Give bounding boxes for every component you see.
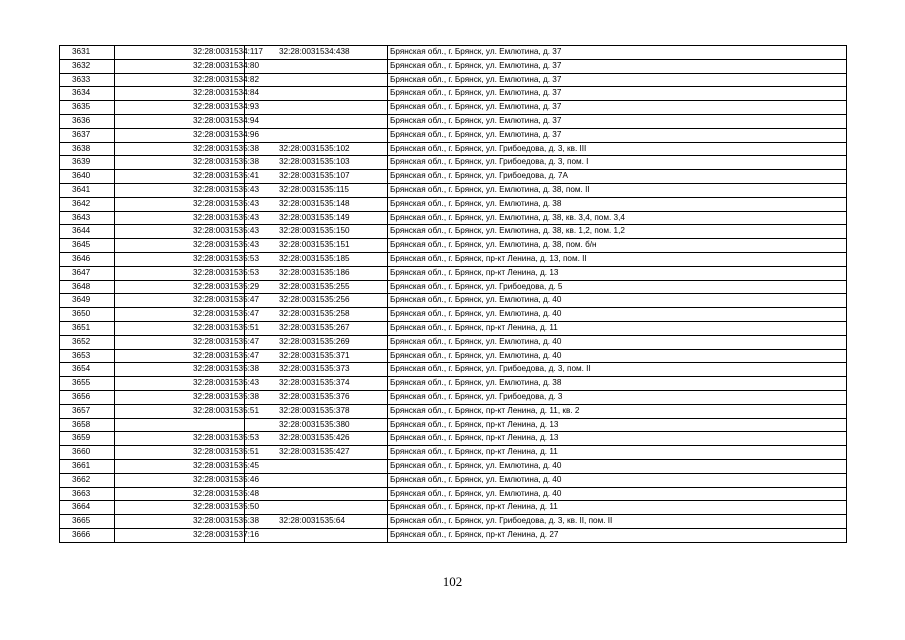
parcel-cadastral-cell: 32:28:0031535:51: [115, 321, 245, 335]
parcel-cadastral-cell: 32:28:0031537:16: [115, 528, 245, 542]
object-cadastral-cell: 32:28:0031535:148: [245, 197, 388, 211]
row-number-cell: 3657: [60, 404, 115, 418]
object-cadastral-cell: [245, 73, 388, 87]
parcel-cadastral-cell: 32:28:0031535:53: [115, 266, 245, 280]
table-row: [60, 197, 847, 211]
table-row: [60, 142, 847, 156]
parcel-cadastral-cell: 32:28:0031535:47: [115, 335, 245, 349]
table-row: [60, 459, 847, 473]
address-cell: Брянская обл., г. Брянск, ул. Грибоедова, д. 7А: [388, 170, 847, 184]
parcel-cadastral-cell: 32:28:0031535:43: [115, 239, 245, 253]
table-row: [60, 156, 847, 170]
table-row: [60, 404, 847, 418]
row-number-cell: 3637: [60, 128, 115, 142]
row-number-cell: 3639: [60, 156, 115, 170]
object-cadastral-cell: 32:28:0031535:373: [245, 363, 388, 377]
parcel-cadastral-cell: 32:28:0031535:51: [115, 404, 245, 418]
parcel-cadastral-cell: 32:28:0031534:82: [115, 73, 245, 87]
address-cell: Брянская обл., г. Брянск, ул. Грибоедова, д. 3, пом. I: [388, 156, 847, 170]
address-cell: Брянская обл., г. Брянск, ул. Грибоедова, д. 3: [388, 390, 847, 404]
address-cell: Брянская обл., г. Брянск, ул. Емлютина, д. 40: [388, 487, 847, 501]
table-row: [60, 87, 847, 101]
address-cell: Брянская обл., г. Брянск, ул. Емлютина, д. 37: [388, 73, 847, 87]
object-cadastral-cell: 32:28:0031535:256: [245, 294, 388, 308]
object-cadastral-cell: 32:28:0031535:269: [245, 335, 388, 349]
address-cell: Брянская обл., г. Брянск, ул. Емлютина, д. 40: [388, 308, 847, 322]
row-number-cell: 3665: [60, 515, 115, 529]
address-cell: Брянская обл., г. Брянск, ул. Емлютина, д. 37: [388, 87, 847, 101]
object-cadastral-cell: [245, 459, 388, 473]
object-cadastral-cell: [245, 87, 388, 101]
table-row: [60, 501, 847, 515]
table-row: [60, 308, 847, 322]
row-number-cell: 3648: [60, 280, 115, 294]
parcel-cadastral-cell: 32:28:0031535:43: [115, 197, 245, 211]
address-cell: Брянская обл., г. Брянск, ул. Емлютина, д. 40: [388, 294, 847, 308]
row-number-cell: 3647: [60, 266, 115, 280]
table-row: [60, 114, 847, 128]
object-cadastral-cell: 32:28:0031535:107: [245, 170, 388, 184]
row-number-cell: 3658: [60, 418, 115, 432]
table-row: [60, 252, 847, 266]
table-row: [60, 211, 847, 225]
address-cell: Брянская обл., г. Брянск, пр-кт Ленина, д. 27: [388, 528, 847, 542]
object-cadastral-cell: 32:28:0031535:426: [245, 432, 388, 446]
row-number-cell: 3631: [60, 46, 115, 60]
address-cell: Брянская обл., г. Брянск, ул. Емлютина, д. 38: [388, 197, 847, 211]
parcel-cadastral-cell: 32:28:0031535:43: [115, 225, 245, 239]
address-cell: Брянская обл., г. Брянск, ул. Емлютина, д. 40: [388, 335, 847, 349]
row-number-cell: 3649: [60, 294, 115, 308]
parcel-cadastral-cell: 32:28:0031534:80: [115, 59, 245, 73]
object-cadastral-cell: 32:28:0031535:376: [245, 390, 388, 404]
table-row: [60, 170, 847, 184]
parcel-cadastral-cell: 32:28:0031535:38: [115, 363, 245, 377]
parcel-cadastral-cell: [115, 418, 245, 432]
address-cell: Брянская обл., г. Брянск, ул. Грибоедова, д. 3, кв. II, пом. II: [388, 515, 847, 529]
object-cadastral-cell: 32:28:0031535:64: [245, 515, 388, 529]
address-cell: Брянская обл., г. Брянск, ул. Емлютина, д. 38, пом. II: [388, 183, 847, 197]
page-number: 102: [442, 574, 463, 589]
address-cell: Брянская обл., г. Брянск, ул. Грибоедова, д. 3, пом. II: [388, 363, 847, 377]
parcel-cadastral-cell: 32:28:0031535:50: [115, 501, 245, 515]
row-number-cell: 3661: [60, 459, 115, 473]
row-number-cell: 3656: [60, 390, 115, 404]
address-cell: Брянская обл., г. Брянск, ул. Емлютина, д. 37: [388, 101, 847, 115]
table-row: [60, 128, 847, 142]
parcel-cadastral-cell: 32:28:0031535:47: [115, 349, 245, 363]
object-cadastral-cell: 32:28:0031535:103: [245, 156, 388, 170]
table-row: [60, 321, 847, 335]
parcel-cadastral-cell: 32:28:0031534:84: [115, 87, 245, 101]
parcel-cadastral-cell: 32:28:0031535:38: [115, 142, 245, 156]
object-cadastral-cell: 32:28:0031535:149: [245, 211, 388, 225]
parcel-cadastral-cell: 32:28:0031534:96: [115, 128, 245, 142]
object-cadastral-cell: [245, 114, 388, 128]
table-row: [60, 349, 847, 363]
table-row: [60, 266, 847, 280]
table-row: [60, 73, 847, 87]
registry-table-body: [60, 46, 847, 543]
table-row: [60, 473, 847, 487]
row-number-cell: 3644: [60, 225, 115, 239]
object-cadastral-cell: 32:28:0031535:378: [245, 404, 388, 418]
row-number-cell: 3641: [60, 183, 115, 197]
row-number-cell: 3654: [60, 363, 115, 377]
object-cadastral-cell: 32:28:0031535:267: [245, 321, 388, 335]
object-cadastral-cell: 32:28:0031535:380: [245, 418, 388, 432]
row-number-cell: 3635: [60, 101, 115, 115]
address-cell: Брянская обл., г. Брянск, ул. Емлютина, д. 40: [388, 459, 847, 473]
table-row: [60, 432, 847, 446]
object-cadastral-cell: 32:28:0031535:102: [245, 142, 388, 156]
row-number-cell: 3650: [60, 308, 115, 322]
row-number-cell: 3636: [60, 114, 115, 128]
object-cadastral-cell: 32:28:0031535:371: [245, 349, 388, 363]
address-cell: Брянская обл., г. Брянск, ул. Емлютина, д. 38, пом. б/н: [388, 239, 847, 253]
address-cell: Брянская обл., г. Брянск, пр-кт Ленина, д. 11: [388, 446, 847, 460]
address-cell: Брянская обл., г. Брянск, пр-кт Ленина, д. 11: [388, 501, 847, 515]
table-row: [60, 487, 847, 501]
parcel-cadastral-cell: 32:28:0031534:117: [115, 46, 245, 60]
table-row: [60, 294, 847, 308]
parcel-cadastral-cell: 32:28:0031535:41: [115, 170, 245, 184]
table-row: [60, 528, 847, 542]
table-row: [60, 377, 847, 391]
parcel-cadastral-cell: 32:28:0031535:38: [115, 156, 245, 170]
address-cell: Брянская обл., г. Брянск, ул. Емлютина, д. 37: [388, 128, 847, 142]
object-cadastral-cell: [245, 101, 388, 115]
address-cell: Брянская обл., г. Брянск, пр-кт Ленина, д. 11: [388, 321, 847, 335]
parcel-cadastral-cell: 32:28:0031535:47: [115, 294, 245, 308]
object-cadastral-cell: 32:28:0031535:427: [245, 446, 388, 460]
object-cadastral-cell: 32:28:0031535:185: [245, 252, 388, 266]
table-row: [60, 183, 847, 197]
parcel-cadastral-cell: 32:28:0031535:29: [115, 280, 245, 294]
address-cell: Брянская обл., г. Брянск, ул. Емлютина, д. 40: [388, 473, 847, 487]
row-number-cell: 3664: [60, 501, 115, 515]
object-cadastral-cell: [245, 473, 388, 487]
row-number-cell: 3652: [60, 335, 115, 349]
row-number-cell: 3660: [60, 446, 115, 460]
row-number-cell: 3666: [60, 528, 115, 542]
row-number-cell: 3646: [60, 252, 115, 266]
address-cell: Брянская обл., г. Брянск, пр-кт Ленина, д. 13, пом. II: [388, 252, 847, 266]
registry-table: [59, 45, 847, 543]
row-number-cell: 3632: [60, 59, 115, 73]
parcel-cadastral-cell: 32:28:0031535:43: [115, 211, 245, 225]
row-number-cell: 3634: [60, 87, 115, 101]
object-cadastral-cell: [245, 501, 388, 515]
object-cadastral-cell: 32:28:0031534:438: [245, 46, 388, 60]
address-cell: Брянская обл., г. Брянск, ул. Емлютина, д. 40: [388, 349, 847, 363]
address-cell: Брянская обл., г. Брянск, пр-кт Ленина, д. 13: [388, 266, 847, 280]
parcel-cadastral-cell: 32:28:0031534:94: [115, 114, 245, 128]
address-cell: Брянская обл., г. Брянск, ул. Емлютина, д. 38: [388, 377, 847, 391]
row-number-cell: 3651: [60, 321, 115, 335]
parcel-cadastral-cell: 32:28:0031535:45: [115, 459, 245, 473]
object-cadastral-cell: 32:28:0031535:374: [245, 377, 388, 391]
object-cadastral-cell: [245, 487, 388, 501]
object-cadastral-cell: [245, 59, 388, 73]
object-cadastral-cell: 32:28:0031535:258: [245, 308, 388, 322]
row-number-cell: 3655: [60, 377, 115, 391]
table-row: [60, 46, 847, 60]
table-row: [60, 515, 847, 529]
parcel-cadastral-cell: 32:28:0031535:53: [115, 432, 245, 446]
parcel-cadastral-cell: 32:28:0031535:53: [115, 252, 245, 266]
object-cadastral-cell: 32:28:0031535:115: [245, 183, 388, 197]
address-cell: Брянская обл., г. Брянск, ул. Емлютина, д. 37: [388, 59, 847, 73]
parcel-cadastral-cell: 32:28:0031535:38: [115, 515, 245, 529]
table-row: [60, 418, 847, 432]
address-cell: Брянская обл., г. Брянск, ул. Грибоедова, д. 5: [388, 280, 847, 294]
row-number-cell: 3643: [60, 211, 115, 225]
row-number-cell: 3640: [60, 170, 115, 184]
parcel-cadastral-cell: 32:28:0031535:43: [115, 377, 245, 391]
table-row: [60, 225, 847, 239]
parcel-cadastral-cell: 32:28:0031535:46: [115, 473, 245, 487]
table-row: [60, 335, 847, 349]
address-cell: Брянская обл., г. Брянск, ул. Емлютина, д. 38, кв. 3,4, пом. 3,4: [388, 211, 847, 225]
parcel-cadastral-cell: 32:28:0031535:47: [115, 308, 245, 322]
object-cadastral-cell: 32:28:0031535:255: [245, 280, 388, 294]
object-cadastral-cell: 32:28:0031535:186: [245, 266, 388, 280]
address-cell: Брянская обл., г. Брянск, ул. Емлютина, д. 37: [388, 114, 847, 128]
object-cadastral-cell: [245, 128, 388, 142]
table-row: [60, 363, 847, 377]
object-cadastral-cell: 32:28:0031535:151: [245, 239, 388, 253]
table-row: [60, 101, 847, 115]
object-cadastral-cell: [245, 528, 388, 542]
address-cell: Брянская обл., г. Брянск, пр-кт Ленина, д. 11, кв. 2: [388, 404, 847, 418]
parcel-cadastral-cell: 32:28:0031535:51: [115, 446, 245, 460]
object-cadastral-cell: 32:28:0031535:150: [245, 225, 388, 239]
parcel-cadastral-cell: 32:28:0031535:48: [115, 487, 245, 501]
row-number-cell: 3662: [60, 473, 115, 487]
row-number-cell: 3638: [60, 142, 115, 156]
row-number-cell: 3653: [60, 349, 115, 363]
table-row: [60, 446, 847, 460]
row-number-cell: 3642: [60, 197, 115, 211]
table-row: [60, 59, 847, 73]
address-cell: Брянская обл., г. Брянск, пр-кт Ленина, д. 13: [388, 418, 847, 432]
address-cell: Брянская обл., г. Брянск, ул. Емлютина, д. 38, кв. 1,2, пом. 1,2: [388, 225, 847, 239]
parcel-cadastral-cell: 32:28:0031535:43: [115, 183, 245, 197]
address-cell: Брянская обл., г. Брянск, ул. Грибоедова, д. 3, кв. III: [388, 142, 847, 156]
table-row: [60, 239, 847, 253]
address-cell: Брянская обл., г. Брянск, пр-кт Ленина, д. 13: [388, 432, 847, 446]
row-number-cell: 3633: [60, 73, 115, 87]
address-cell: Брянская обл., г. Брянск, ул. Емлютина, д. 37: [388, 46, 847, 60]
row-number-cell: 3663: [60, 487, 115, 501]
registry-page: [59, 45, 846, 543]
row-number-cell: 3645: [60, 239, 115, 253]
parcel-cadastral-cell: 32:28:0031535:38: [115, 390, 245, 404]
table-row: [60, 280, 847, 294]
parcel-cadastral-cell: 32:28:0031534:93: [115, 101, 245, 115]
row-number-cell: 3659: [60, 432, 115, 446]
table-row: [60, 390, 847, 404]
